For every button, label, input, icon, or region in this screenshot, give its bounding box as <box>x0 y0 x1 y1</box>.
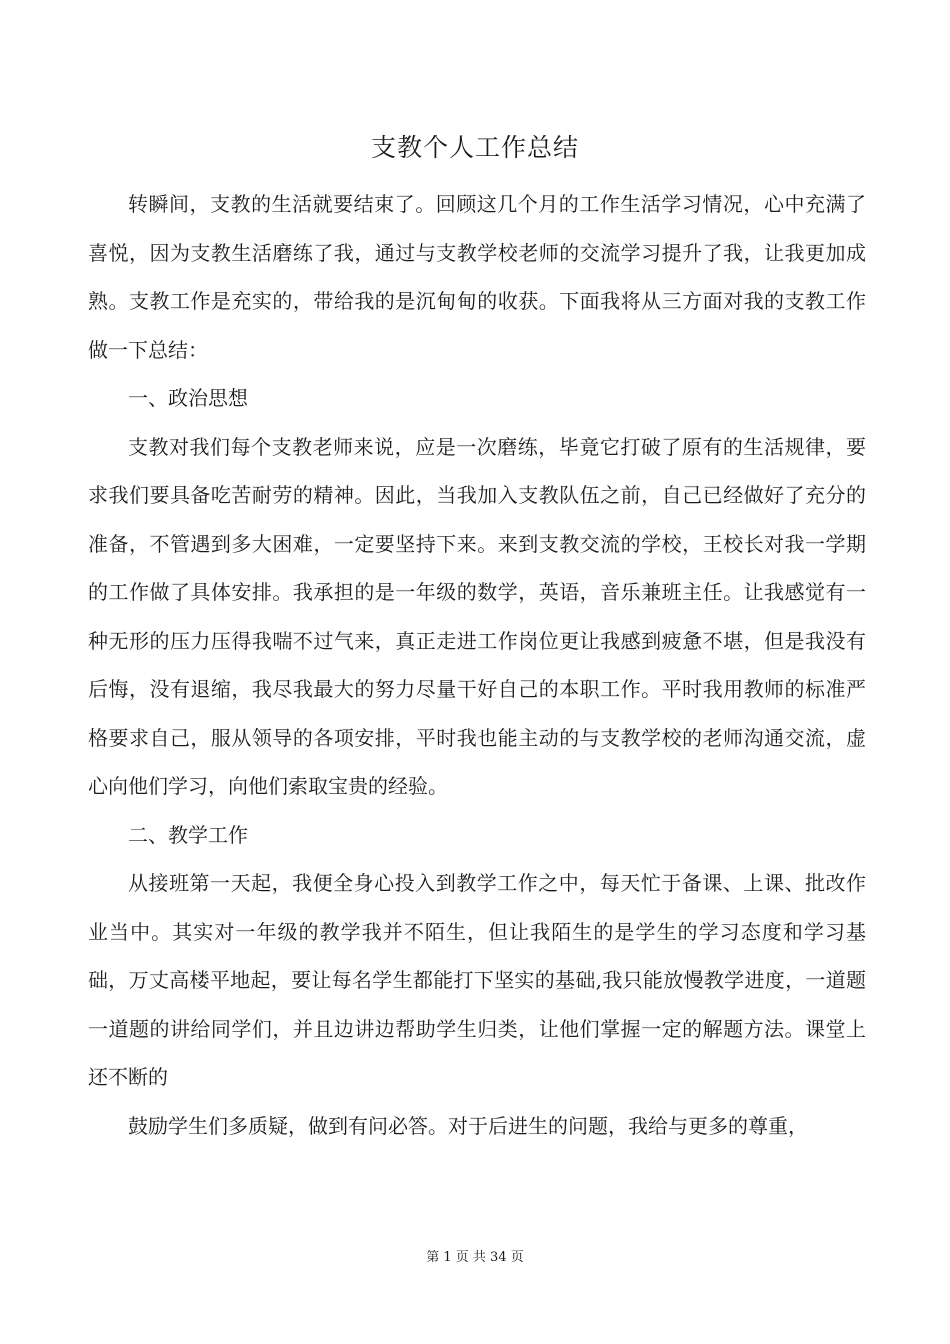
section-heading-politics: 一、政治思想 <box>128 386 248 410</box>
politics-paragraph: 支教对我们每个支教老师来说，应是一次磨练，毕竟它打破了原有的生活规律，要求我们要具备吃苦耐劳的精神。因此，当我加入支教队伍之前，自己已经做好了充分的准备，不管遇到多大困难，一定要坚持下来。来到支教交流的学校，王校长对我一学期的工作做了具体安排。我承担的是一年级的数学，英语，音乐兼班主任。让我感觉有一种无形的压力压得我喘不过气来，真正走进工作岗位更让我感到疲惫不堪，但是我没有后悔，没有退缩，我尽我最大的努力尽量干好自己的本职工作。平时我用教师的标准严格要求自己，服从领导的各项安排，平时我也能主动的与支教学校的老师沟通交流，虚心向他们学习，向他们索取宝贵的经验。 <box>88 434 866 798</box>
document-title: 支教个人工作总结 <box>370 133 579 162</box>
page-number-footer: 第 1 页 共 34 页 <box>426 1250 524 1265</box>
intro-paragraph: 转瞬间，支教的生活就要结束了。回顾这几个月的工作生活学习情况，心中充满了喜悦，因为支教生活磨练了我，通过与支教学校老师的交流学习提升了我，让我更加成熟。支教工作是充实的，带给我的是沉甸甸的收获。下面我将从三方面对我的支教工作做一下总结： <box>88 192 866 362</box>
section-heading-teaching: 二、教学工作 <box>128 822 248 847</box>
continuation-paragraph: 鼓励学生们多质疑，做到有问必答。对于后进生的问题，我给与更多的尊重， <box>128 1113 808 1138</box>
document-body <box>88 180 866 1150</box>
teaching-paragraph: 从接班第一天起，我便全身心投入到教学工作之中，每天忙于备课、上课、批改作业当中。其实对一年级的教学我并不陌生，但让我陌生的是学生的学习态度和学习基础，万丈高楼平地起，要让每名学生都能打下坚实的基础,我只能放慢教学进度，一道题一道题的讲给同学们，并且边讲边帮助学生归类，让他们掌握一定的解题方法。课堂上还不断的 <box>88 871 866 1089</box>
